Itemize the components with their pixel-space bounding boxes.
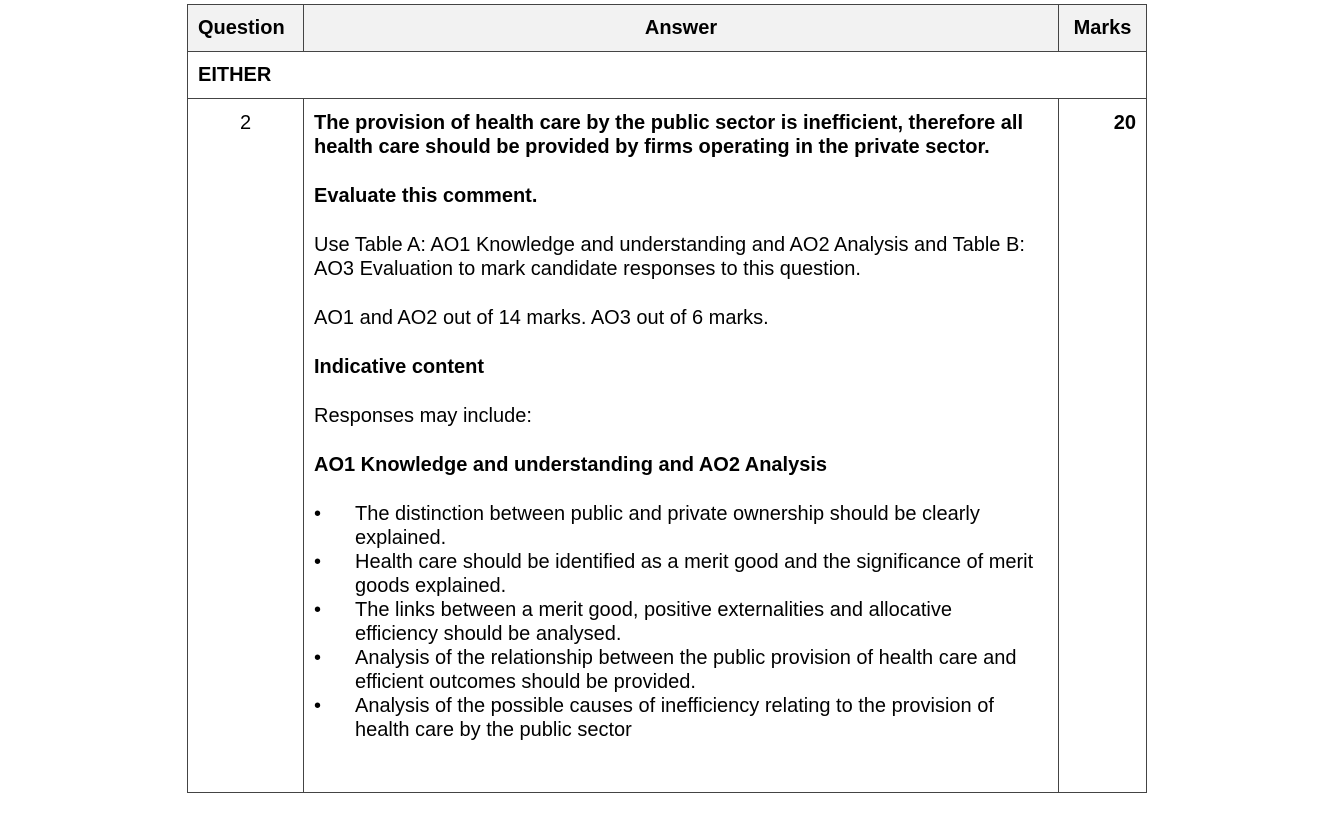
list-item-text: The links between a merit good, positive externalities and allocative efficiency should be analysed. — [355, 599, 952, 645]
question-prompt: The provision of health care by the public sector is inefficient, therefore all health care should be provided by firms operating in the private sector. — [314, 112, 1024, 158]
bullet-icon: • — [314, 647, 322, 669]
list-item — [314, 598, 1038, 646]
list-item-text: The distinction between public and private ownership should be clearly explained. — [355, 503, 980, 549]
answer-cell — [304, 99, 1059, 793]
question-number: 2 — [188, 99, 304, 793]
list-item — [314, 502, 1038, 550]
ao-heading: AO1 Knowledge and understanding and AO2 Analysis — [314, 454, 828, 476]
indicative-heading: Indicative content — [314, 356, 485, 378]
section-label: EITHER — [188, 52, 1147, 99]
list-item — [314, 646, 1038, 694]
list-item-text: Health care should be identified as a merit good and the significance of merit goods explained. — [355, 551, 1034, 597]
mark-scheme-table — [187, 4, 1147, 793]
instruction: Evaluate this comment. — [314, 185, 538, 207]
bullet-icon: • — [314, 599, 322, 621]
bullet-icon: • — [314, 551, 322, 573]
header-row — [188, 5, 1147, 52]
bullet-icon: • — [314, 695, 322, 717]
list-item — [314, 550, 1038, 598]
question-row — [188, 99, 1147, 793]
bullet-icon: • — [314, 503, 322, 525]
marks-value: 20 — [1059, 99, 1147, 793]
section-row — [188, 52, 1147, 99]
bullet-list — [314, 502, 1038, 742]
list-item-text: Analysis of the relationship between the public provision of health care and efficient outcomes should be provided. — [355, 647, 1017, 693]
list-item-text: Analysis of the possible causes of inefficiency relating to the provision of health care by the public sector — [355, 695, 994, 741]
header-question: Question — [188, 5, 304, 52]
list-item — [314, 694, 1038, 742]
usage-note: Use Table A: AO1 Knowledge and understanding and AO2 Analysis and Table B: AO3 Evaluation to mark candidate responses to this question. — [314, 234, 1025, 280]
header-answer: Answer — [304, 5, 1059, 52]
responses-intro: Responses may include: — [314, 405, 532, 427]
mark-split: AO1 and AO2 out of 14 marks. AO3 out of 6 marks. — [314, 307, 769, 329]
header-marks: Marks — [1059, 5, 1147, 52]
